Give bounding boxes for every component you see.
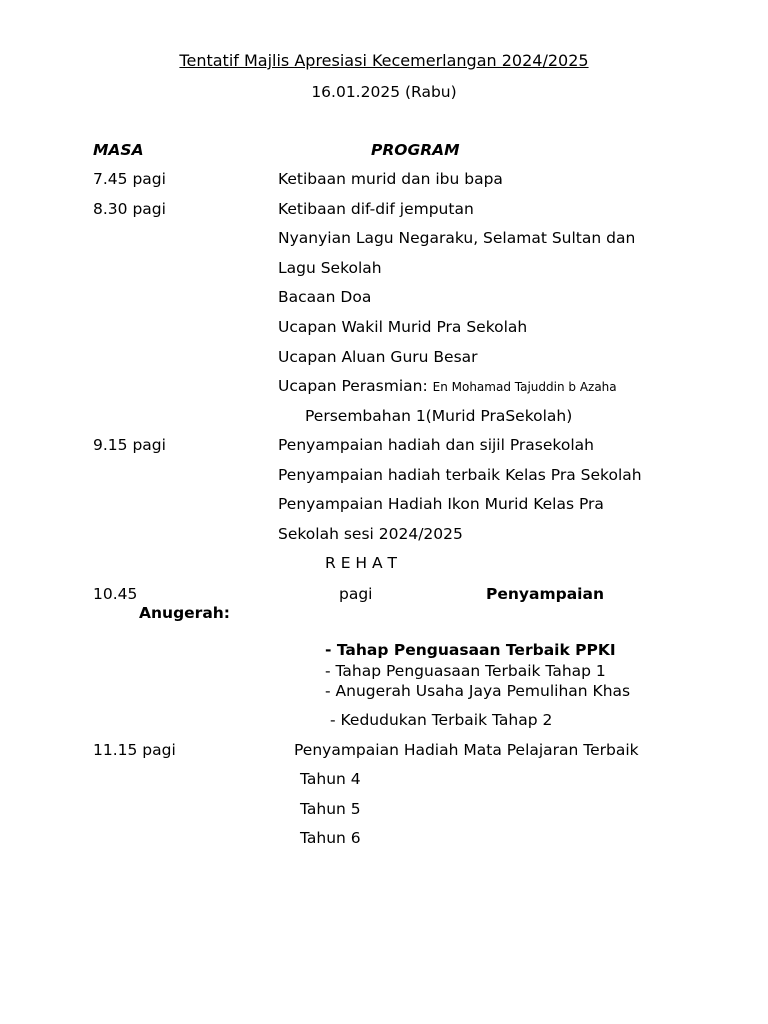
program-item-5: Ucapan Wakil Murid Pra Sekolah [278,318,528,336]
document-date: 16.01.2025 (Rabu) [311,83,457,101]
program-item-3a: Nyanyian Lagu Negaraku, Selamat Sultan dan [278,229,636,247]
program-item-1: Ketibaan murid dan ibu bapa [278,170,503,188]
program-item-2: Ketibaan dif-dif jemputan [278,200,474,218]
time-5: 11.15 pagi [93,741,176,759]
year-5: Tahun 5 [300,800,361,818]
year-4: Tahun 4 [300,770,361,788]
program-item-6: Ucapan Aluan Guru Besar [278,348,478,366]
program-item-7 [278,379,617,395]
award-item-2: - Tahap Penguasaan Terbaik Tahap 1 [325,662,606,680]
program-item-7-label: Ucapan Perasmian: [278,377,428,395]
program-item-4: Bacaan Doa [278,288,372,306]
program-item-3b: Lagu Sekolah [278,259,382,277]
rehat-label: R E H A T [325,554,397,572]
program-item-7-name: En Mohamad Tajuddin b Azaha [432,380,617,394]
program-item-12b: Anugerah: [139,604,231,622]
time-3: 9.15 pagi [93,436,166,454]
year-6: Tahun 6 [300,829,361,847]
program-item-11a: Penyampaian Hadiah Ikon Murid Kelas Pra [278,495,604,513]
award-item-1: - Tahap Penguasaan Terbaik PPKI [325,641,616,659]
program-item-8: Persembahan 1(Murid PraSekolah) [305,407,573,425]
time-2: 8.30 pagi [93,200,166,218]
program-item-11b: Sekolah sesi 2024/2025 [278,525,463,543]
time-1: 7.45 pagi [93,170,166,188]
program-item-10: Penyampaian hadiah terbaik Kelas Pra Sekolah [278,466,642,484]
time-4-hour: 10.45 [93,585,138,603]
award-item-3: - Anugerah Usaha Jaya Pemulihan Khas [325,682,631,700]
time-4-suffix: pagi [339,585,373,603]
award-item-4: - Kedudukan Terbaik Tahap 2 [330,711,553,729]
header-program: PROGRAM [371,141,460,159]
program-item-13: Penyampaian Hadiah Mata Pelajaran Terbaik [294,741,639,759]
program-item-9: Penyampaian hadiah dan sijil Prasekolah [278,436,594,454]
document-title: Tentatif Majlis Apresiasi Kecemerlangan 2024/2025 [179,51,589,70]
header-time: MASA [93,141,144,159]
program-item-12a: Penyampaian [486,585,604,603]
